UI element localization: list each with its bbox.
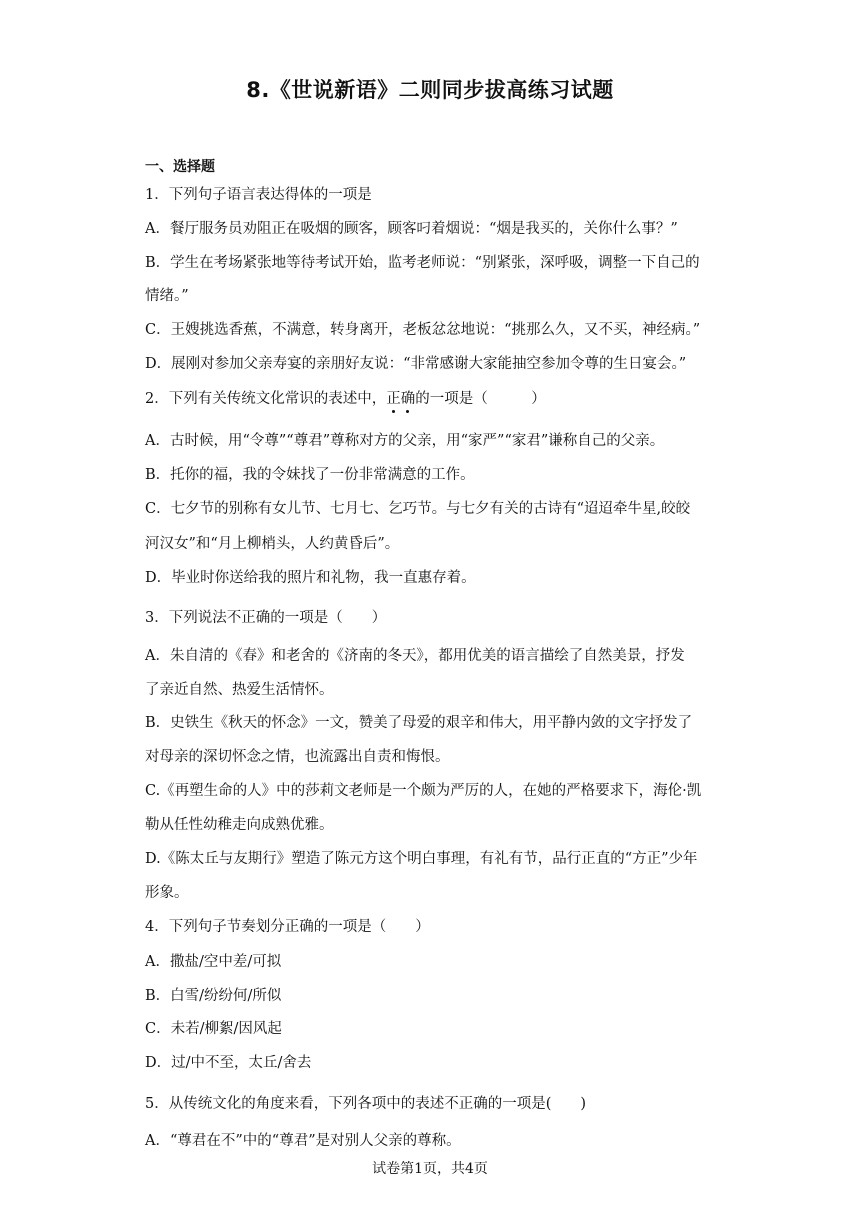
q3-option-a-cont: 了亲近自然、热爱生活情怀。 [145, 682, 334, 698]
q1-option-a: A．餐厅服务员劝阻正在吸烟的顾客，顾客叼着烟说：“烟是我买的，关你什么事？” [145, 221, 678, 237]
q1-stem: 1．下列句子语言表达得体的一项是 [145, 187, 372, 203]
q1-option-b-cont: 情绪。” [145, 288, 189, 304]
q2-stem-pre: 2．下列有关传统文化常识的表述中， [145, 391, 387, 407]
q4-option-b: B．白雪/纷纷何/所似 [145, 988, 282, 1004]
q4-option-d: D．过/中不至，太丘/舍去 [145, 1055, 312, 1071]
page-footer: 试卷第1页，共4页 [372, 1161, 488, 1177]
q4-option-a: A．撒盐/空中差/可拟 [145, 954, 282, 970]
q3-option-a: A．朱自清的《春》和老舍的《济南的冬天》，都用优美的语言描绘了自然美景，抒发 [145, 648, 685, 664]
emphasis-dot-char: 确 [400, 391, 416, 407]
q3-option-d: D.《陈太丘与友期行》塑造了陈元方这个明白事理，有礼有节，品行正直的“方正”少年 [145, 851, 698, 867]
q2-stem [145, 389, 546, 409]
q5-stem: 5．从传统文化的角度来看，下列各项中的表述不正确的一项是( ) [145, 1096, 587, 1112]
q3-stem: 3．下列说法不正确的一项是（ ） [145, 610, 387, 626]
q2-option-c-cont: 河汉女”和“月上柳梢头，人约黄昏后”。 [145, 536, 400, 552]
q2-option-a: A．古时候，用“令尊”“尊君”尊称对方的父亲，用“家严”“家君”谦称自己的父亲。 [145, 433, 665, 449]
section-heading: 一、选择题 [145, 159, 215, 175]
q2-option-b: B．托你的福，我的令妹找了一份非常满意的工作。 [145, 467, 475, 483]
q1-option-d: D．展刚对参加父亲寿宴的亲朋好友说：“非常感谢大家能抽空参加令尊的生日宴会。” [145, 356, 687, 372]
q1-option-c: C．王嫂挑选香蕉，不满意，转身离开，老板忿忿地说：“挑那么久，又不买，神经病。” [145, 322, 701, 338]
q2-option-d: D．毕业时你送给我的照片和礼物，我一直惠存着。 [145, 570, 476, 586]
q4-option-c: C．未若/柳絮/因风起 [145, 1021, 282, 1037]
q5-option-a: A．“尊君在不”中的“尊君”是对别人父亲的尊称。 [145, 1133, 461, 1149]
q1-option-b: B．学生在考场紧张地等待考试开始，监考老师说：“别紧张，深呼吸，调整一下自己的 [145, 255, 700, 271]
q3-option-c: C.《再塑生命的人》中的莎莉文老师是一个颇为严厉的人，在她的严格要求下，海伦·凯 [145, 783, 702, 799]
q3-option-c-cont: 勒从任性幼稚走向成熟优雅。 [145, 817, 334, 833]
q3-option-d-cont: 形象。 [145, 885, 189, 901]
q3-option-b-cont: 对母亲的深切怀念之情，也流露出自责和悔恨。 [145, 749, 450, 765]
q2-option-c: C．七夕节的别称有女儿节、七月七、乞巧节。与七夕有关的古诗有“迢迢牵牛星,皎皎 [145, 501, 691, 517]
q2-stem-post: 的一项是（ ） [415, 391, 546, 407]
q3-option-b: B．史铁生《秋天的怀念》一文，赞美了母爱的艰辛和伟大，用平静内敛的文字抒发了 [145, 715, 693, 731]
emphasis-dot-char: 正 [386, 391, 401, 407]
q4-stem: 4．下列句子节奏划分正确的一项是（ ） [145, 919, 430, 935]
page-title: 8.《世说新语》二则同步拔高练习试题 [246, 78, 614, 102]
